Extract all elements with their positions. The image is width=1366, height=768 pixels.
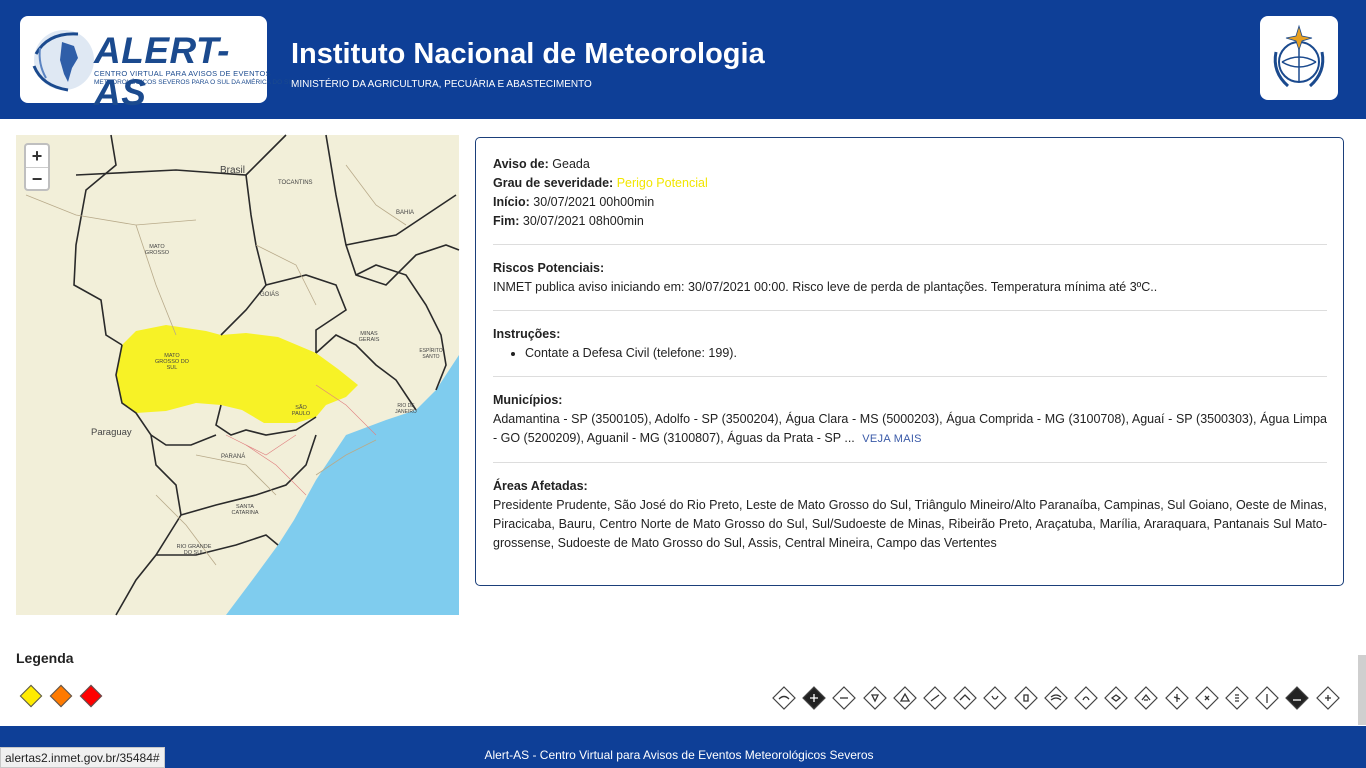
scrollbar[interactable] — [1358, 655, 1366, 725]
hazard-icon-9 — [1014, 686, 1038, 710]
logo-name: ALERT-AS — [94, 30, 230, 113]
globe-logo-icon — [28, 24, 98, 94]
severity-row — [493, 174, 1327, 193]
start-row — [493, 193, 1327, 212]
hazard-icon-14 — [1165, 686, 1189, 710]
risks-text: INMET publica aviso iniciando em: 30/07/2021 00:00. Risco leve de perda de plantações. Temperatura mínima até 3ºC.. — [493, 280, 1158, 294]
map-label-espirito-santo: ESPÍRITO SANTO — [419, 348, 443, 360]
map-label-sao-paulo: SÃO PAULO — [291, 405, 311, 417]
header — [0, 0, 1366, 119]
instruction-item: • Contate a Defesa Civil (telefone: 199). — [525, 344, 1327, 363]
map-label-paraguay: Paraguay — [91, 427, 132, 438]
map-label-minas-gerais: MINAS GERAIS — [358, 331, 380, 343]
map-label-parana: PARANÁ — [221, 454, 246, 460]
severity-yellow-icon — [20, 685, 43, 708]
status-bar-url: alertas2.inmet.gov.br/35484# — [0, 747, 165, 768]
map-canvas[interactable] — [16, 135, 459, 615]
severity-red-icon — [80, 685, 103, 708]
municipalities-block — [493, 410, 1327, 449]
hazard-icon-3 — [832, 686, 856, 710]
logo-subtitle-2: METEOROLÓGICOS SEVEROS PARA O SUL DA AMÉRICA DO SUL — [94, 79, 297, 86]
footer-text: Alert-AS - Centro Virtual para Avisos de Eventos Meteorológicos Severos — [484, 748, 874, 762]
map-label-brazil: Brasil — [220, 165, 246, 176]
hazard-icon-12 — [1104, 686, 1128, 710]
divider — [493, 376, 1327, 377]
page-subtitle: MINISTÉRIO DA AGRICULTURA, PECUÁRIA E ABASTECIMENTO — [291, 79, 592, 90]
severity-orange-icon — [50, 685, 73, 708]
hazard-icon-5 — [893, 686, 917, 710]
hazard-icon-10 — [1044, 686, 1068, 710]
map-label-mato-grosso-do-sul: MATO GROSSO DO SUL — [155, 353, 189, 371]
logo-subtitle-1: CENTRO VIRTUAL PARA AVISOS DE EVENTOS — [94, 69, 271, 78]
alert-type-label: Aviso de: — [493, 157, 549, 171]
zoom-out-button[interactable]: − — [26, 167, 48, 189]
page-title: Instituto Nacional de Meteorologia — [291, 38, 765, 70]
zoom-in-button[interactable]: + — [31, 146, 43, 166]
alert-as-logo[interactable] — [20, 16, 297, 113]
severity-value: Perigo Potencial — [616, 176, 708, 190]
end-label: Fim: — [493, 214, 520, 228]
map-label-rio-de-janeiro: RIO DE JANEIRO — [395, 403, 417, 415]
instructions-title: Instruções: — [493, 327, 561, 341]
see-more-link[interactable]: VEJA MAIS — [862, 433, 922, 445]
hazard-icon-2 — [802, 686, 826, 710]
areas-text: Presidente Prudente, São José do Rio Preto, Leste de Mato Grosso do Sul, Triângulo Mineiro/Alto Paranaíba, Campinas, Sul Goiano, Oeste de Minas, Piracicaba, Bauru, Centro Norte de Mato Grosso do Sul, Sul/Sudoeste de Minas, Ribeirão Preto, Araçatuba, Marília, Araraquara, Pantanais Sul Mato-grossense, Sudoeste de Mato Grosso do Sul, Assis, Central Mineira, Campo das Vertentes — [493, 498, 1327, 550]
instructions-list — [525, 344, 1327, 363]
start-value: 30/07/2021 00h00min — [533, 195, 655, 209]
divider — [493, 310, 1327, 311]
hazard-icon-6 — [923, 686, 947, 710]
legend-title: Legenda — [16, 650, 74, 666]
hazard-icon-1 — [772, 686, 796, 710]
end-row — [493, 212, 1327, 231]
alert-map[interactable] — [16, 135, 459, 615]
map-label-rio-grande-do-sul: RIO GRANDE DO SUL — [176, 544, 212, 556]
hazard-icon-13 — [1134, 686, 1158, 710]
hazard-legend — [772, 686, 1342, 710]
alert-type-value: Geada — [552, 157, 590, 171]
map-label-tocantins: TOCANTINS — [278, 180, 313, 186]
hazard-icon-15 — [1195, 686, 1219, 710]
hazard-icon-19 — [1316, 686, 1340, 710]
alert-type-row — [493, 155, 1327, 174]
severity-label: Grau de severidade: — [493, 176, 614, 190]
areas-title: Áreas Afetadas: — [493, 479, 588, 493]
hazard-icon-11 — [1074, 686, 1098, 710]
zoom-control — [24, 143, 50, 191]
map-label-mato-grosso: MATO GROSSO — [144, 244, 170, 256]
map-label-bahia: BAHIA — [396, 210, 415, 216]
alert-details-panel — [475, 137, 1344, 586]
start-label: Início: — [493, 195, 530, 209]
hazard-icon-16 — [1225, 686, 1249, 710]
hazard-icon-4 — [863, 686, 887, 710]
hazard-icon-17 — [1255, 686, 1279, 710]
wmo-emblem-icon — [1266, 22, 1332, 94]
end-value: 30/07/2021 08h00min — [522, 214, 644, 228]
map-label-goias: GOIÁS — [260, 292, 280, 298]
hazard-icon-8 — [983, 686, 1007, 710]
hazard-icon-7 — [953, 686, 977, 710]
footer — [0, 726, 1366, 768]
map-label-santa-catarina: SANTA CATARINA — [231, 504, 259, 516]
municipalities-title: Municípios: — [493, 393, 563, 407]
risks-title: Riscos Potenciais: — [493, 261, 605, 275]
wmo-logo[interactable] — [1260, 16, 1338, 100]
municipalities-text: Adamantina - SP (3500105), Adolfo - SP (3500204), Água Clara - MS (5000203), Água Comprida - MG (3100708), Aguaí - SP (3500303), Água Limpa - GO (5200209), Aguanil - MG (3100807), Águas da Prata - SP ... — [493, 412, 1327, 445]
divider — [493, 462, 1327, 463]
divider — [493, 244, 1327, 245]
hazard-icon-18 — [1285, 686, 1309, 710]
